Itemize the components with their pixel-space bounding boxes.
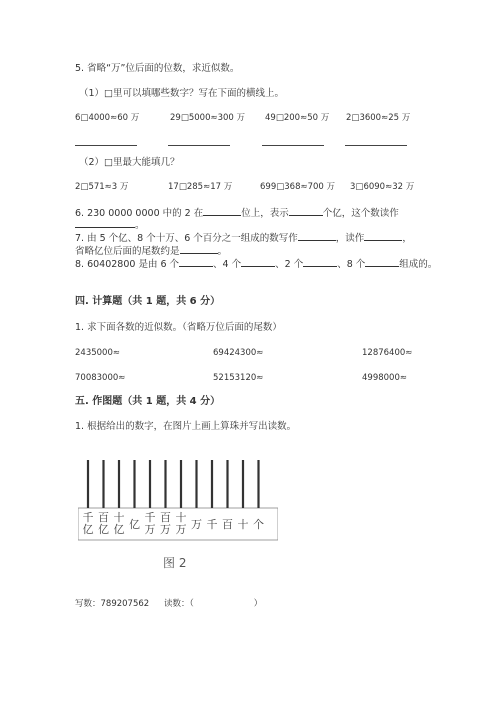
q7-end: 。: [217, 246, 228, 257]
q7-line2: 省略亿位后面的尾数约是: [75, 246, 180, 257]
q8-blank-4[interactable]: [365, 257, 399, 267]
abacus-place-label: 百: [160, 511, 171, 524]
abacus-place-label: 万: [160, 523, 171, 536]
section-4-question: 1. 求下面各数的近似数。（省略万位后面的尾数）: [75, 322, 282, 333]
answer-line-2[interactable]: [168, 145, 230, 146]
write-number-row: [75, 598, 149, 610]
abacus-place-label: 万: [175, 523, 187, 536]
q7-blank-1[interactable]: [298, 231, 336, 241]
section-5-heading: 五. 作图题（共 1 题，共 4 分）: [75, 396, 221, 407]
q7-part-a: 7. 由 5 个亿、8 个十万、6 个百分之一组成的数写作: [75, 233, 298, 244]
q6-part-c: 个亿，这个数读作: [322, 208, 399, 219]
q5-row2-item-1: 2□571≈3 万: [75, 182, 129, 192]
section-5-question: 1. 根据给出的数字，在图片上画上算珠并写出读数。: [75, 421, 297, 432]
q6-end: 。: [135, 220, 145, 231]
read-label: 读数：（: [164, 599, 194, 609]
answer-line-1[interactable]: [75, 145, 137, 146]
abacus-place-label: 亿: [129, 518, 140, 531]
q7-part-b: ，读作: [335, 233, 365, 244]
q8-blank-2[interactable]: [241, 257, 275, 267]
q5-row1-item-4: 2□3600≈25 万: [346, 113, 411, 123]
approx-item-2: 69424300≈: [213, 348, 264, 358]
abacus-place-label: 万: [191, 518, 202, 531]
abacus-place-label: 十: [175, 511, 187, 524]
abacus-place-label: 亿: [113, 523, 125, 536]
abacus-place-label: 万: [144, 523, 156, 536]
figure-caption: 图 2: [163, 556, 187, 570]
approx-item-1: 2435000≈: [75, 348, 120, 358]
q7-part-c: ，: [402, 233, 412, 244]
q5-row2-item-3: 699□368≈700 万: [260, 182, 336, 192]
q8-part-e: 组成的。: [399, 259, 438, 270]
q5-row1-item-2: 29□5000≈300 万: [170, 113, 246, 123]
q7-blank-3[interactable]: [180, 244, 218, 254]
q7-text: [75, 231, 412, 245]
q5-title: 5. 省略“万”位后面的位数，求近似数。: [75, 63, 240, 74]
q5-row2-item-2: 17□285≈17 万: [168, 182, 233, 192]
q6-part-a: 6. 230 0000 0000 中的 2 在: [75, 208, 204, 219]
abacus-place-label: 亿: [82, 523, 94, 536]
abacus-place-label: 百: [222, 518, 233, 531]
q8-blank-3[interactable]: [303, 257, 337, 267]
abacus-figure[interactable]: [78, 458, 278, 548]
q6-blank-3[interactable]: [75, 218, 135, 228]
q8-part-d: 、8 个: [337, 259, 366, 270]
q6-blank-2[interactable]: [289, 206, 323, 216]
q6-text-line2: [75, 218, 145, 232]
read-close: ）: [253, 599, 263, 609]
abacus-place-label: 十: [113, 511, 125, 524]
approx-item-5: 52153120≈: [213, 373, 264, 383]
abacus-place-label: 千: [82, 511, 94, 524]
write-label: 写数：: [75, 599, 101, 609]
q7-text-line2: [75, 244, 227, 258]
q5-row2-item-4: 3□6090≈32 万: [350, 182, 415, 192]
approx-item-4: 70083000≈: [75, 373, 126, 383]
q8-text: [75, 257, 437, 271]
abacus-place-label: 亿: [98, 523, 109, 536]
q8-part-c: 、2 个: [275, 259, 304, 270]
section-4-heading: 四. 计算题（共 1 题，共 6 分）: [75, 296, 221, 307]
answer-line-4[interactable]: [345, 145, 407, 146]
q5-row1-item-1: 6□4000≈60 万: [75, 113, 140, 123]
answer-line-3[interactable]: [262, 145, 324, 146]
approx-item-3: 12876400≈: [362, 348, 413, 358]
read-number-row: [164, 598, 262, 610]
abacus-place-label: 千: [144, 511, 156, 524]
abacus-place-label: 十: [237, 518, 249, 531]
approx-item-6: 4998000≈: [362, 373, 407, 383]
write-value: 789207562: [100, 599, 150, 609]
abacus-place-label: 个: [253, 518, 264, 531]
q5-row1-item-3: 49□200≈50 万: [265, 113, 330, 123]
q5-part2: （2）□里最大能填几？: [79, 157, 180, 168]
q5-part1: （1）□里可以填哪些数字？写在下面的横线上。: [79, 88, 285, 99]
abacus-place-label: 百: [98, 511, 109, 524]
q8-part-b: 、4 个: [213, 259, 242, 270]
q8-part-a: 8. 60402800 是由 6 个: [75, 259, 180, 270]
q6-part-b: 位上，表示: [241, 208, 289, 219]
abacus-place-label: 千: [206, 518, 218, 531]
q6-blank-1[interactable]: [203, 206, 241, 216]
q7-blank-2[interactable]: [364, 231, 402, 241]
q8-blank-1[interactable]: [179, 257, 213, 267]
